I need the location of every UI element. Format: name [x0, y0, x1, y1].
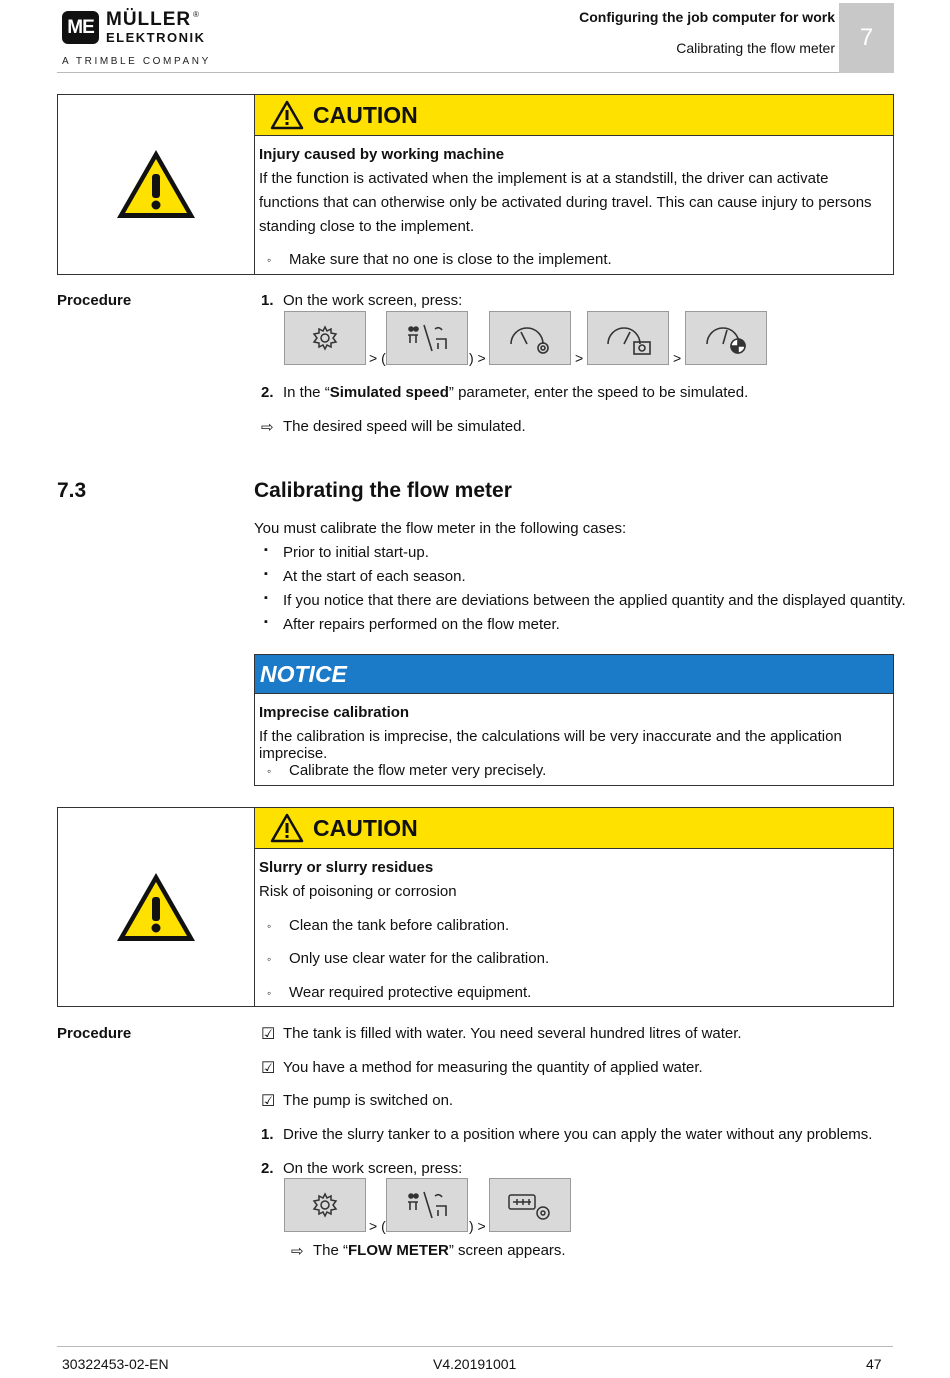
caution-body: If the function is activated when the implement is at a standstill, the driver can activate functions that can otherwise only be activated during travel. This can cause injury to persons standing close to the implement.	[259, 170, 872, 235]
machine-config-button[interactable]	[386, 1178, 468, 1232]
machine-config-icon	[402, 1188, 452, 1222]
caution-box-2	[57, 807, 894, 1007]
caution-header	[255, 95, 893, 136]
header-divider	[57, 72, 839, 73]
speed-settings-button[interactable]	[489, 311, 571, 365]
logo-tagline: A TRIMBLE COMPANY	[62, 56, 211, 67]
bullet-circle: ◦	[267, 952, 272, 966]
prerequisite: The tank is filled with water. You need several hundred litres of water.	[283, 1025, 742, 1042]
list-item: If you notice that there are deviations between the applied quantity and the displayed quantity.	[283, 592, 906, 609]
bullet-circle: ◦	[267, 253, 272, 267]
notice-box	[254, 654, 894, 786]
step-number: 2.	[261, 384, 274, 401]
caution-heading: Slurry or slurry residues	[259, 859, 434, 876]
list-item: Prior to initial start-up.	[283, 544, 429, 561]
result-arrow-icon: ⇨	[261, 419, 274, 436]
result-text: The “FLOW METER” screen appears.	[313, 1242, 566, 1259]
caution-bullet: Make sure that no one is close to the implement.	[289, 251, 612, 268]
notice-heading: Imprecise calibration	[259, 704, 410, 721]
warning-triangle-icon	[114, 870, 198, 944]
section-number: 7.3	[57, 479, 87, 502]
speed-simulation-icon	[602, 318, 654, 358]
machine-config-button[interactable]	[386, 311, 468, 365]
procedure-label: Procedure	[57, 292, 132, 309]
checkbox-icon: ☑	[261, 1026, 276, 1043]
gear-icon	[310, 1190, 340, 1220]
list-item: After repairs performed on the flow meter.	[283, 616, 560, 633]
header-subtitle: Calibrating the flow meter	[676, 40, 835, 56]
result-arrow-icon: ⇨	[291, 1243, 304, 1260]
caution-header	[255, 808, 893, 849]
list-item: At the start of each season.	[283, 568, 466, 585]
nav-separator: ) >	[469, 1218, 486, 1234]
caution-bullet: Wear required protective equipment.	[289, 984, 532, 1001]
caution-body: Risk of poisoning or corrosion	[259, 883, 457, 900]
bullet-circle: ◦	[267, 919, 272, 933]
flow-meter-settings-button[interactable]	[489, 1178, 571, 1232]
speed-settings-icon	[505, 318, 555, 358]
flow-meter-settings-icon	[505, 1185, 555, 1225]
speed-source-icon	[701, 318, 751, 358]
warning-triangle-icon	[114, 147, 198, 221]
header-title: Configuring the job computer for work	[579, 9, 835, 25]
settings-button[interactable]	[284, 311, 366, 365]
footer-divider	[57, 1346, 893, 1347]
gear-icon	[310, 323, 340, 353]
step-text: On the work screen, press:	[283, 292, 463, 309]
nav-separator: >	[575, 350, 584, 366]
caution-label: CAUTION	[313, 102, 418, 128]
settings-button[interactable]	[284, 1178, 366, 1232]
result-text: The desired speed will be simulated.	[283, 418, 526, 435]
page-number: 47	[866, 1356, 882, 1372]
procedure-label: Procedure	[57, 1025, 132, 1042]
notice-label: NOTICE	[260, 661, 347, 687]
caution-triangle-icon	[270, 100, 304, 130]
bullet-circle: ◦	[267, 986, 272, 1000]
nav-separator: > (	[369, 350, 386, 366]
caution-bullet: Clean the tank before calibration.	[289, 917, 510, 934]
checkbox-icon: ☑	[261, 1060, 276, 1077]
section-title: Calibrating the flow meter	[254, 479, 512, 502]
step-number: 1.	[261, 292, 274, 309]
caution-label: CAUTION	[313, 815, 418, 841]
step-text: On the work screen, press:	[283, 1160, 463, 1177]
step-text: Drive the slurry tanker to a position where you can apply the water without any problems.	[283, 1126, 873, 1143]
checkbox-icon: ☑	[261, 1093, 276, 1110]
doc-version: V4.20191001	[433, 1356, 517, 1372]
bullet-square: ▪	[264, 568, 268, 580]
logo-name: MÜLLER	[106, 9, 192, 30]
caution-triangle-icon	[270, 813, 304, 843]
logo-mark: ME	[62, 11, 99, 44]
nav-separator: > (	[369, 1218, 386, 1234]
logo-registered: ®	[193, 10, 199, 19]
chapter-number: 7	[859, 24, 874, 51]
doc-number: 30322453-02-EN	[62, 1356, 169, 1372]
notice-bullet: Calibrate the flow meter very precisely.	[289, 762, 547, 779]
bullet-square: ▪	[264, 592, 268, 604]
notice-body: If the calibration is imprecise, the calculations will be very inaccurate and the application imprecise.	[259, 728, 842, 762]
caution-bullet: Only use clear water for the calibration.	[289, 950, 550, 967]
caution-heading: Injury caused by working machine	[259, 146, 505, 163]
bullet-circle: ◦	[267, 764, 272, 778]
chapter-badge	[839, 3, 894, 73]
bullet-square: ▪	[264, 616, 268, 628]
prerequisite: The pump is switched on.	[283, 1092, 454, 1109]
step-number: 2.	[261, 1160, 274, 1177]
logo-subname: ELEKTRONIK	[106, 30, 206, 45]
step-text: In the “Simulated speed” parameter, enter the speed to be simulated.	[283, 384, 749, 401]
nav-separator: ) >	[469, 350, 486, 366]
caution-box-1	[57, 94, 894, 275]
speed-source-button[interactable]	[685, 311, 767, 365]
nav-separator: >	[673, 350, 682, 366]
prerequisite: You have a method for measuring the quantity of applied water.	[283, 1059, 703, 1076]
speed-simulation-button[interactable]	[587, 311, 669, 365]
bullet-square: ▪	[264, 544, 268, 556]
section-intro: You must calibrate the flow meter in the following cases:	[254, 520, 627, 537]
machine-config-icon	[402, 321, 452, 355]
step-number: 1.	[261, 1126, 274, 1143]
notice-header	[255, 655, 893, 694]
